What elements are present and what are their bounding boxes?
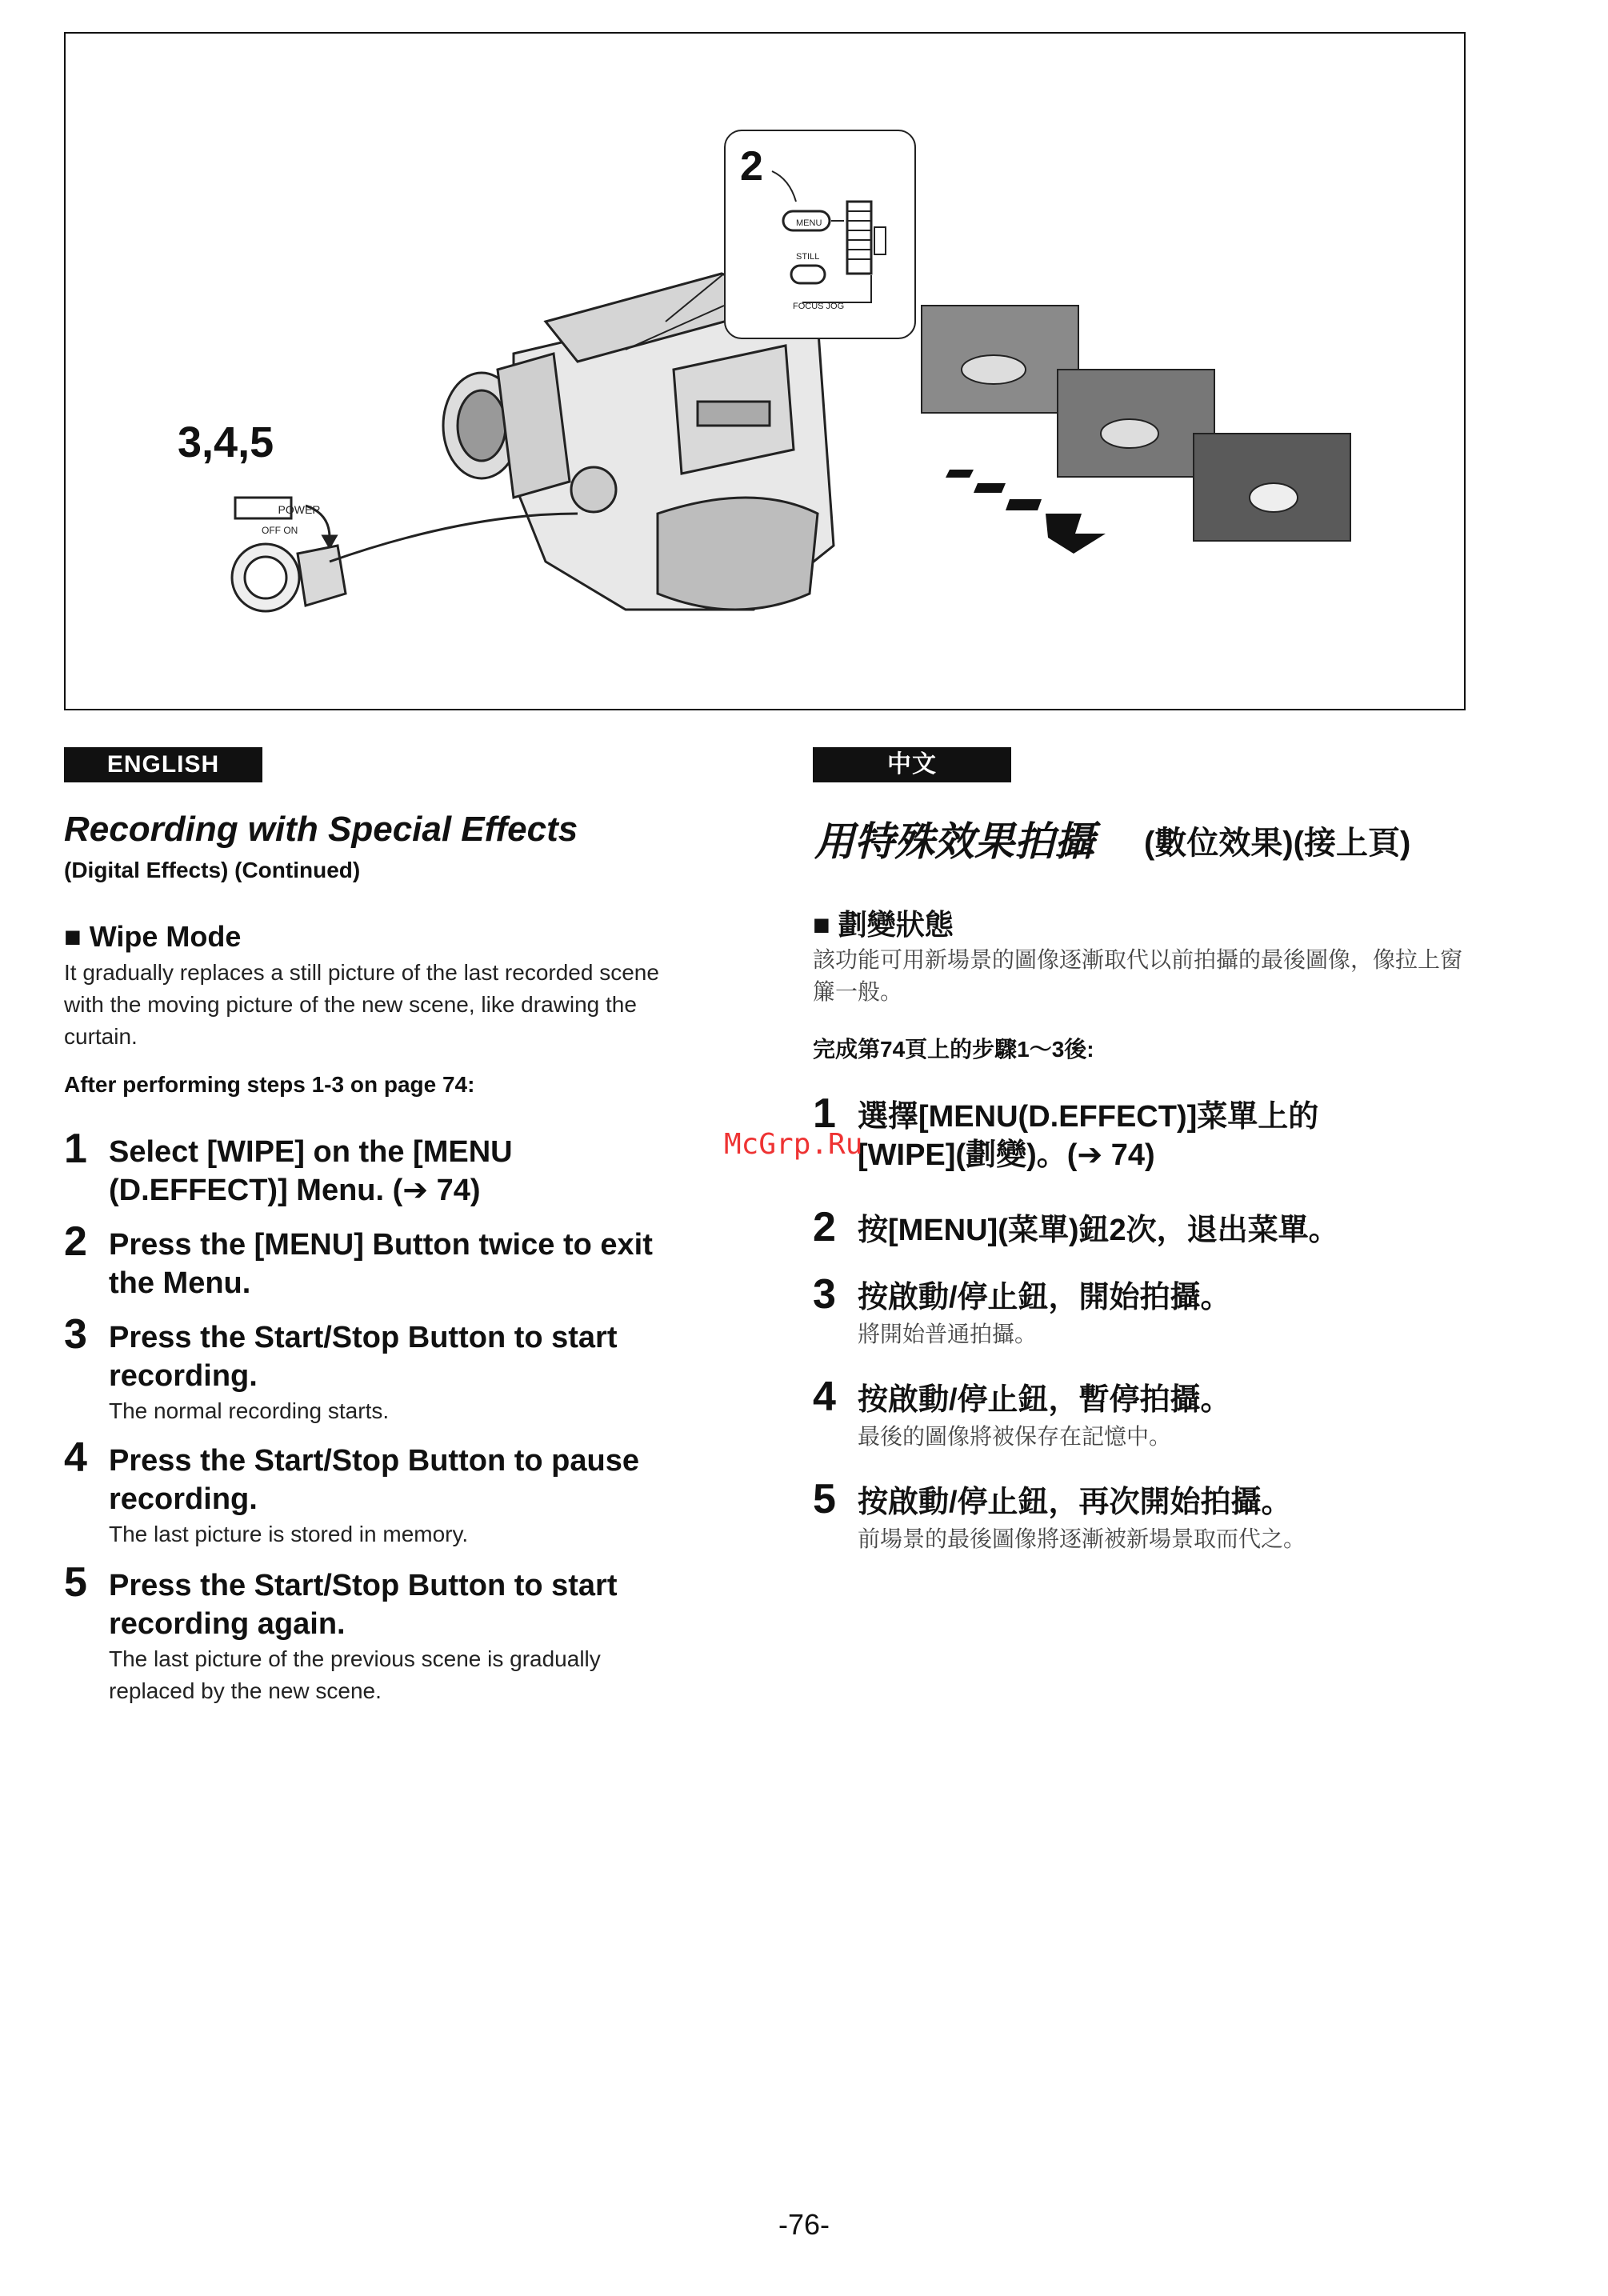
english-title: Recording with Special Effects	[64, 810, 578, 849]
step-text: 按啟動/停止鈕，開始拍攝。	[858, 1281, 1231, 1314]
step-number: 3	[813, 1271, 836, 1318]
chinese-step-4	[813, 1376, 1469, 1456]
english-step-1	[64, 1128, 704, 1216]
chinese-section-title: ■ 劃變狀態	[813, 908, 954, 941]
step-text: Press the [MENU] Button twice to exit the Menu.	[109, 1228, 653, 1300]
step-desc: The last picture is stored in memory.	[109, 1522, 469, 1546]
step-number: 1	[64, 1126, 87, 1172]
chinese-step-3	[813, 1271, 1469, 1354]
chinese-title: 用特殊效果拍攝	[814, 819, 1094, 864]
chinese-step-1	[813, 1090, 1469, 1181]
step-text: Select [WIPE] on the [MENU (D.EFFECT)] Menu. (➔ 74)	[109, 1135, 513, 1207]
step-number: 1	[813, 1090, 836, 1137]
english-section-desc: It gradually replaces a still picture of the last recorded scene with the moving picture of the new scene, like drawing the curtain.	[64, 960, 659, 1049]
chinese-title-sub: (數位效果)(接上頁)	[1144, 826, 1411, 861]
still-button-label: STILL	[796, 252, 820, 262]
step-number: 5	[813, 1476, 836, 1522]
chinese-section-desc: 該功能可用新場景的圖像逐漸取代以前拍攝的最後圖像，像拉上窗簾一般。	[813, 947, 1463, 1004]
step-number: 5	[64, 1559, 87, 1606]
watermark: McGrp.Ru	[724, 1128, 863, 1161]
english-step-5	[64, 1559, 704, 1714]
english-step-2	[64, 1218, 704, 1309]
step-number: 4	[64, 1434, 87, 1481]
step-text: Press the Start/Stop Button to start recording.	[109, 1321, 618, 1393]
step-text: Press the Start/Stop Button to start recording again.	[109, 1569, 618, 1641]
power-sub-label: OFF ON	[262, 525, 298, 536]
english-after-steps: After performing steps 1-3 on page 74:	[64, 1072, 475, 1097]
step-text: 按啟動/停止鈕，再次開始拍攝。	[858, 1486, 1292, 1519]
step-desc: The last picture of the previous scene is gradually replaced by the new scene.	[109, 1646, 601, 1703]
step-desc: 前場景的最後圖像將逐漸被新場景取而代之。	[858, 1526, 1306, 1551]
chinese-after-steps: 完成第74頁上的步驟1～3後:	[813, 1037, 1094, 1062]
step-text: 按啟動/停止鈕，暫停拍攝。	[858, 1383, 1231, 1417]
chinese-step-2	[813, 1206, 1469, 1254]
step-number: 4	[813, 1374, 836, 1420]
step-desc: 將開始普通拍攝。	[858, 1322, 1038, 1346]
steps-label-main: 3,4,5	[178, 418, 274, 466]
focus-jog-label: FOCUS JOG	[793, 302, 845, 311]
english-step-3	[64, 1311, 704, 1434]
step-number: 2	[813, 1204, 836, 1250]
step-number: 2	[64, 1218, 87, 1265]
step-text: 選擇[MENU(D.EFFECT)]菜單上的 [WIPE](劃變)。(➔ 74)	[858, 1100, 1319, 1172]
english-step-4	[64, 1434, 704, 1557]
power-label: POWER	[278, 503, 321, 516]
english-section-title: ■ Wipe Mode	[64, 920, 242, 953]
step-number: 3	[64, 1311, 87, 1358]
step-text: Press the Start/Stop Button to pause recording.	[109, 1444, 639, 1516]
english-subtitle: (Digital Effects) (Continued)	[64, 858, 361, 882]
menu-button-label: MENU	[796, 218, 822, 228]
chinese-step-5	[813, 1478, 1469, 1558]
illustration-panel	[64, 32, 1466, 710]
chinese-language-tab: 中文	[813, 747, 1011, 782]
callout-box	[724, 130, 916, 339]
english-language-tab: ENGLISH	[64, 747, 262, 782]
menu-jog-diagram	[726, 131, 914, 338]
page-number: -76-	[778, 2208, 830, 2241]
step-desc: 最後的圖像將被保存在記憶中。	[858, 1424, 1172, 1449]
step-desc: The normal recording starts.	[109, 1398, 390, 1423]
callout-step-label: 2	[740, 143, 763, 190]
step-text: 按[MENU](菜單)鈕2次，退出菜單。	[858, 1214, 1339, 1247]
